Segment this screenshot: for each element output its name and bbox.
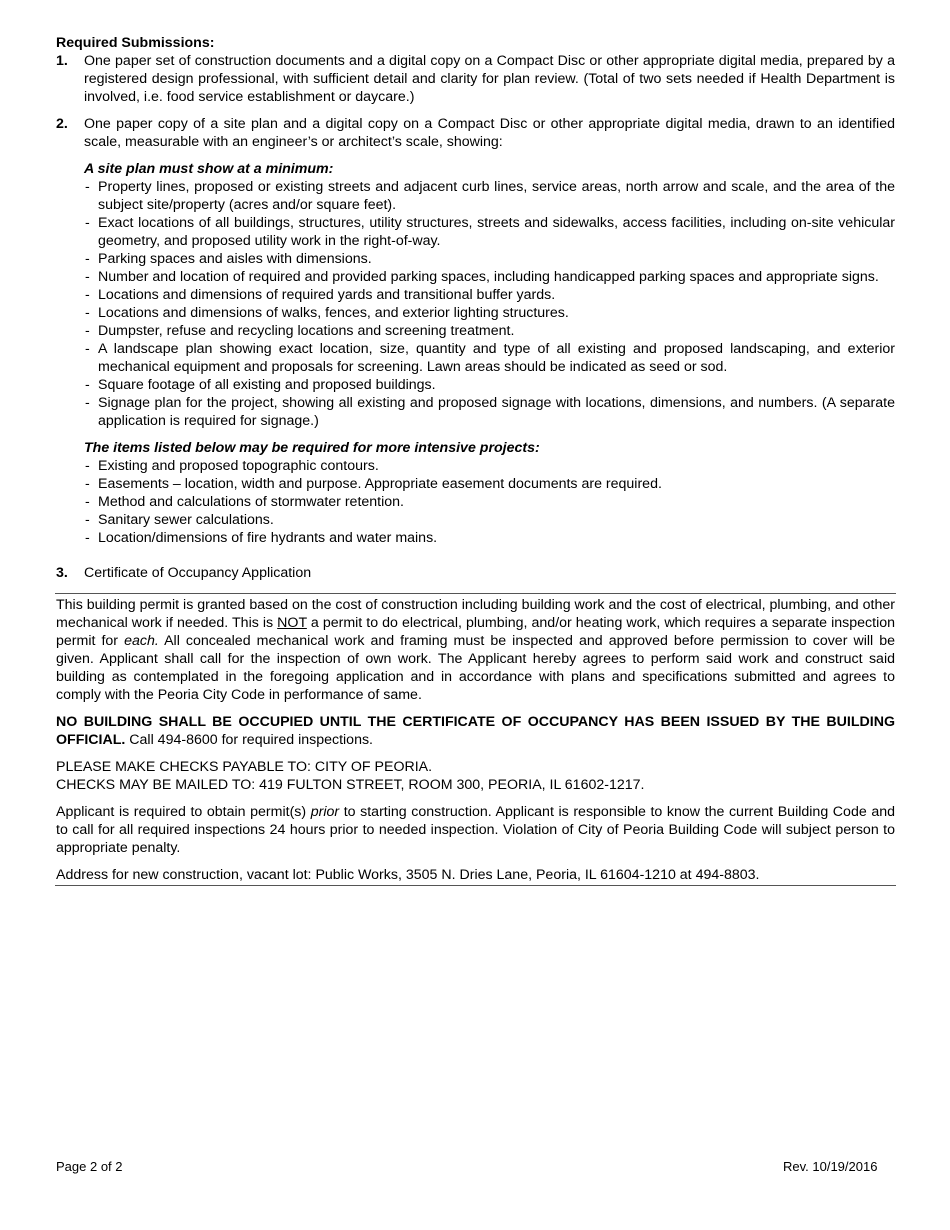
requirement-text: to starting construction. Applicant is responsible to know the current Building Code and to call for all required inspections 24 hours prior to needed inspection. Violation of City of Peoria Building Code will subject person to appropriate penalty. bbox=[56, 804, 895, 856]
list-item: - A landscape plan showing exact location, size, quantity and type of all existing and proposed landscaping, and exterior mechanical equipment and proposals for screening. Lawn areas should be indicated as seed or sod. bbox=[84, 340, 895, 376]
list-item: - Locations and dimensions of walks, fences, and exterior lighting structures. bbox=[84, 304, 895, 322]
list-item: - Square footage of all existing and proposed buildings. bbox=[84, 376, 895, 394]
list-item: - Location/dimensions of fire hydrants and water mains. bbox=[84, 529, 895, 547]
occupancy-warning-bold: NO BUILDING SHALL BE OCCUPIED UNTIL THE CERTIFICATE OF OCCUPANCY HAS BEEN ISSUED BY THE BUILDING OFFICIAL. bbox=[56, 714, 895, 748]
permit-text: This building permit is granted based on the cost of construction including building work and the cost of electrical, plumbing, and other mechanical work if needed. This is bbox=[56, 597, 895, 631]
item-number: 2. bbox=[56, 116, 68, 132]
prior-emphasis: prior bbox=[310, 804, 340, 820]
inspection-phone-text: Call 494-8600 for required inspections. bbox=[125, 732, 373, 748]
page-number: Page 2 of 2 bbox=[56, 1159, 123, 1174]
intensive-projects-heading: The items listed below may be required for more intensive projects: bbox=[84, 440, 540, 456]
submission-item-1 bbox=[56, 52, 895, 106]
intensive-projects-section bbox=[56, 439, 895, 547]
site-plan-heading: A site plan must show at a minimum: bbox=[84, 161, 334, 177]
occupancy-warning bbox=[56, 713, 895, 749]
divider-top bbox=[55, 593, 896, 594]
permit-terms-paragraph bbox=[56, 596, 895, 704]
checks-mail-line: CHECKS MAY BE MAILED TO: 419 FULTON STREET, ROOM 300, PEORIA, IL 61602-1217. bbox=[56, 777, 645, 793]
new-construction-address: Address for new construction, vacant lot: Public Works, 3505 N. Dries Lane, Peoria, IL 61604-1210 at 494-8803. bbox=[56, 867, 760, 883]
list-item: - Easements – location, width and purpose. Appropriate easement documents are required. bbox=[84, 475, 895, 493]
list-item: - Dumpster, refuse and recycling locations and screening treatment. bbox=[84, 322, 895, 340]
checks-payable-line: PLEASE MAKE CHECKS PAYABLE TO: CITY OF PEORIA. bbox=[56, 759, 433, 775]
list-item: - Property lines, proposed or existing streets and adjacent curb lines, service areas, north arrow and scale, and the area of the subject site/property (acres and/or square feet). bbox=[84, 178, 895, 214]
list-item: - Signage plan for the project, showing all existing and proposed signage with locations, dimensions, and numbers. (A separate application is required for signage.) bbox=[84, 394, 895, 430]
required-submissions-heading: Required Submissions: bbox=[56, 35, 215, 51]
list-item: - Exact locations of all buildings, structures, utility structures, streets and sidewalks, access facilities, including on-site vehicular geometry, and proposed utility work in the right-of-way. bbox=[84, 214, 895, 250]
item-text: Certificate of Occupancy Application bbox=[84, 565, 312, 581]
permit-text: a permit to do electrical, plumbing, and/or heating work, which requires a separate inspection permit for bbox=[56, 615, 896, 649]
list-item: - Parking spaces and aisles with dimensions. bbox=[84, 250, 895, 268]
list-item: - Number and location of required and provided parking spaces, including handicapped parking spaces and appropriate signs. bbox=[84, 268, 895, 286]
not-emphasis: NOT bbox=[277, 615, 307, 631]
item-text: One paper set of construction documents and a digital copy on a Compact Disc or other appropriate digital media, prepared by a registered design professional, with sufficient detail and clarity for plan review. (Total of two sets needed if Health Department is involved, i.e. food service establishment or daycare.) bbox=[84, 53, 895, 105]
permit-text: All concealed mechanical work and framing must be inspected and approved before permission to cover will be given. Applicant shall call for the inspection of own work. The Applicant hereby agrees to perform said work and construct said building as contemplated in the foregoing application and in accordance with plans and specifications submitted and agrees to comply with the Peoria City Code in performance of same. bbox=[56, 633, 896, 703]
payment-info bbox=[56, 758, 895, 794]
list-item: - Method and calculations of stormwater retention. bbox=[84, 493, 895, 511]
item-number: 3. bbox=[56, 565, 68, 581]
list-item: - Locations and dimensions of required yards and transitional buffer yards. bbox=[84, 286, 895, 304]
site-plan-list bbox=[84, 178, 895, 430]
item-number: 1. bbox=[56, 53, 68, 69]
list-item: - Sanitary sewer calculations. bbox=[84, 511, 895, 529]
requirement-text: Applicant is required to obtain permit(s) bbox=[56, 804, 311, 820]
submission-item-2 bbox=[56, 115, 895, 151]
list-item: - Existing and proposed topographic contours. bbox=[84, 457, 895, 475]
item-text: One paper copy of a site plan and a digital copy on a Compact Disc or other appropriate digital media, drawn to an identified scale, measurable with an engineer’s or architect’s scale, showing: bbox=[84, 116, 895, 150]
divider-bottom bbox=[55, 885, 896, 886]
intensive-projects-list bbox=[84, 457, 895, 547]
document-body bbox=[56, 34, 895, 886]
submission-item-3 bbox=[56, 564, 895, 582]
revision-date: Rev. 10/19/2016 bbox=[783, 1159, 878, 1174]
applicant-requirements bbox=[56, 803, 895, 857]
site-plan-section bbox=[56, 160, 895, 430]
each-emphasis: each. bbox=[124, 633, 159, 649]
